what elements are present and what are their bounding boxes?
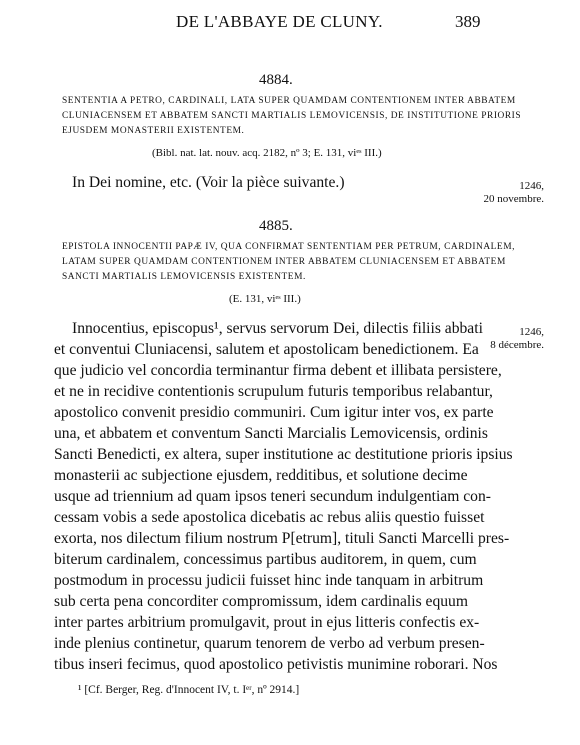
- body-line: biterum cardinalem, concessimus partibus auditorem, in quem, cum: [54, 551, 477, 568]
- doc2-source-reference: (E. 131, viᵉˢ III.): [229, 293, 301, 305]
- body-line: inter partes arbitrium promulgavit, prout in ejus litteris confectis ex-: [54, 614, 480, 631]
- doc2-heading-line-1: EPISTOLA INNOCENTII PAPÆ IV, QUA CONFIRMAT SENTENTIAM PER PETRUM, CARDINALEM,: [62, 242, 515, 252]
- body-line: tibus inseri fecimus, quod apostolico petivistis munimine roborari. Nos: [54, 656, 498, 673]
- body-line: Innocentius, episcopus¹, servus servorum Dei, dilectis filiis abbati: [72, 320, 483, 337]
- body-line: Sancti Benedicti, ex altera, super institutione ac destitutione prioris ipsius: [54, 446, 513, 463]
- doc1-margin-date-year: 1246,: [519, 180, 544, 192]
- doc1-source-reference: (Bibl. nat. lat. nouv. acq. 2182, nº 3; E. 131, viᵉˢ III.): [152, 147, 382, 159]
- doc1-heading-line-2: CLUNIACENSEM ET ABBATEM SANCTI MARTIALIS LEMOVICENSIS, DE INSTITUTIONE PRIORIS: [62, 111, 522, 121]
- page-number: 389: [455, 12, 481, 31]
- body-line: sub certa pena concorditer compromissum, idem cardinalis equum: [54, 593, 468, 610]
- doc2-heading-line-3: SANCTI MARTIALIS LEMOVICENSIS EXISTENTEM.: [62, 272, 306, 282]
- document-number-4884: 4884.: [259, 72, 293, 88]
- document-number-4885: 4885.: [259, 218, 293, 234]
- footnote: ¹ [Cf. Berger, Reg. d'Innocent IV, t. Iᵉʳ, nº 2914.]: [78, 684, 300, 696]
- body-line: apostolico convenit presidio communiri. Cum igitur inter vos, ex parte: [54, 404, 494, 421]
- body-line: usque ad triennium ad quam ipsos teneri secundum indulgentiam con-: [54, 488, 491, 505]
- doc1-margin-date-day: 20 novembre.: [483, 193, 544, 205]
- body-line: et ne in recidive contentionis scrupulum futuris temporibus relabantur,: [54, 383, 493, 400]
- doc2-margin-date-day: 8 décembre.: [490, 339, 544, 351]
- doc1-heading-line-1: SENTENTIA A PETRO, CARDINALI, LATA SUPER QUAMDAM CONTENTIONEM INTER ABBATEM: [62, 96, 516, 106]
- running-head: DE L'ABBAYE DE CLUNY.: [176, 12, 383, 31]
- body-line: exorta, nos dilectum filium nostrum P[etrum], tituli Sancti Marcelli pres-: [54, 530, 510, 547]
- body-line: una, et abbatem et conventum Sancti Marcialis Lemovicensis, ordinis: [54, 425, 488, 442]
- doc1-heading-line-3: EJUSDEM MONASTERII EXISTENTEM.: [62, 126, 245, 136]
- body-line: cessam vobis a sede apostolica dicebatis ac rebus aliis questio fuisset: [54, 509, 485, 526]
- doc2-heading-line-2: LATAM SUPER QUAMDAM CONTENTIONEM INTER ABBATEM CLUNIACENSEM ET ABBATEM: [62, 257, 506, 267]
- body-line: inde plenius continetur, quarum tenorem de verbo ad verbum presen-: [54, 635, 485, 652]
- body-line: monasterii ac subjectione ejusdem, redditibus, et solutione decime: [54, 467, 468, 484]
- body-line: et conventui Cluniacensi, salutem et apostolicam benedictionem. Ea: [54, 341, 479, 358]
- doc2-margin-date-year: 1246,: [519, 326, 544, 338]
- body-line: que judicio vel concordia terminantur firma debent et illibata persistere,: [54, 362, 502, 379]
- doc1-text: In Dei nomine, etc. (Voir la pièce suivante.): [72, 174, 345, 191]
- body-line: postmodum in processu judicii fuisset hinc inde tanquam in arbitrum: [54, 572, 484, 589]
